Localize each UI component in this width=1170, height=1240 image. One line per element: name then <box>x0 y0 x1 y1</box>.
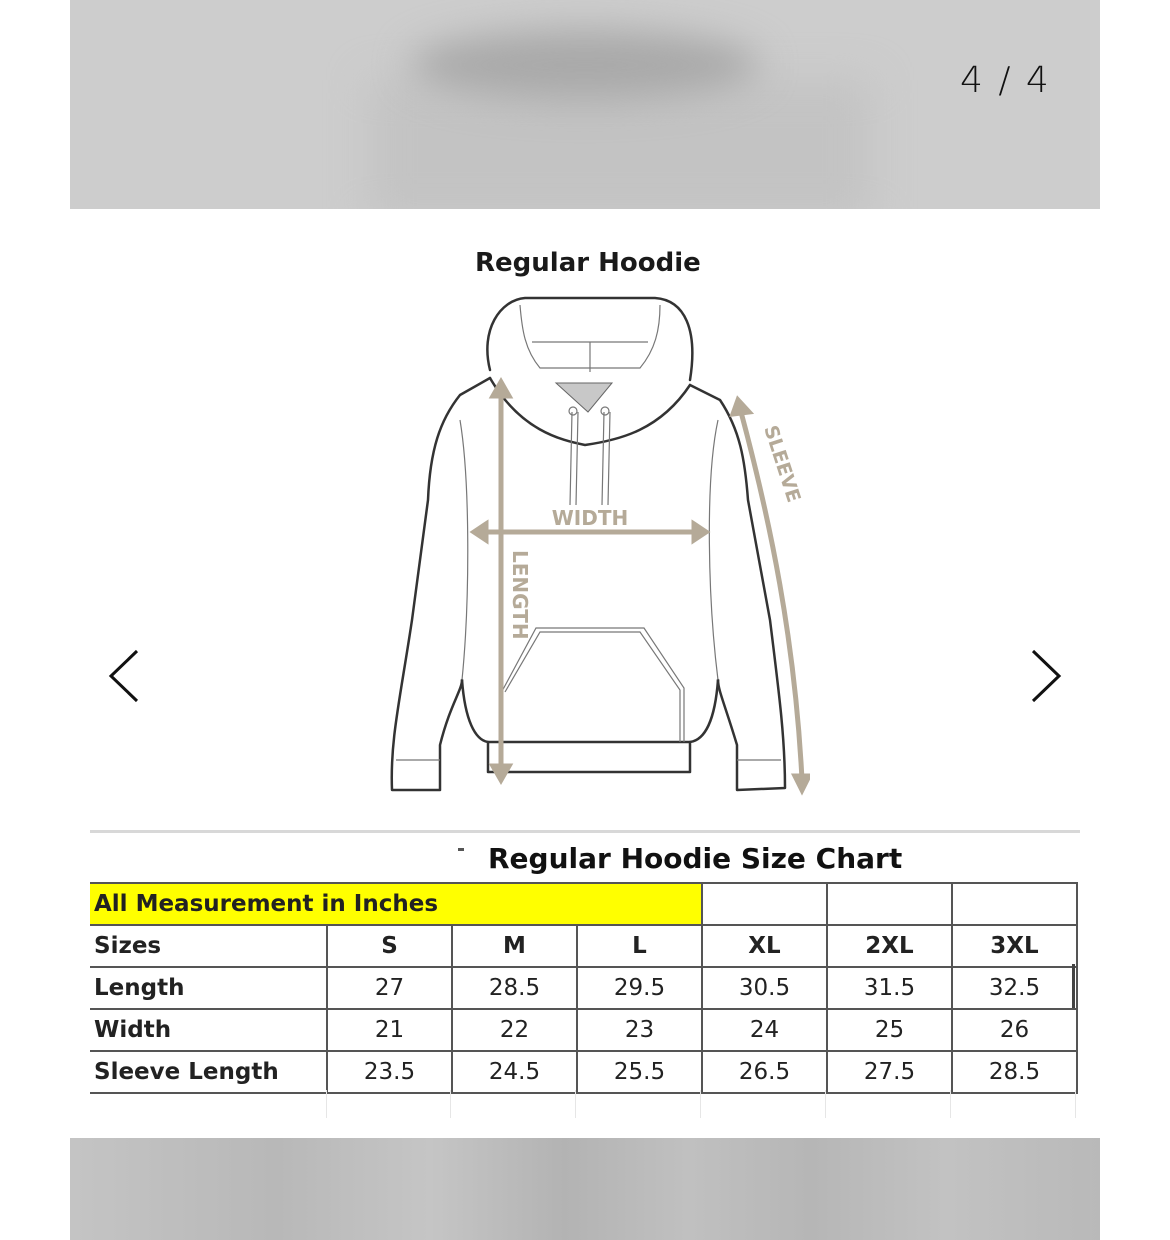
size-s: S <box>327 925 452 967</box>
header-label: Sizes <box>90 925 327 967</box>
chevron-right-icon <box>1015 645 1075 705</box>
cell: 28.5 <box>952 1051 1077 1093</box>
next-slide-preview <box>70 1138 1100 1240</box>
length-label: LENGTH <box>508 550 532 640</box>
row-label: Width <box>90 1009 327 1051</box>
units-row <box>90 883 1077 925</box>
cell: 32.5 <box>952 967 1077 1009</box>
table-row <box>90 967 1077 1009</box>
size-xl: XL <box>702 925 827 967</box>
next-slide-button[interactable] <box>1015 645 1075 705</box>
cell: 28.5 <box>452 967 577 1009</box>
decorative-dash <box>458 848 464 851</box>
size-chart-table <box>90 882 1078 1094</box>
cell: 23 <box>577 1009 702 1051</box>
cell: 24.5 <box>452 1051 577 1093</box>
size-3xl: 3XL <box>952 925 1077 967</box>
row-label: Sleeve Length <box>90 1051 327 1093</box>
cell: 22 <box>452 1009 577 1051</box>
cell: 30.5 <box>702 967 827 1009</box>
cell: 27 <box>327 967 452 1009</box>
slide-counter: 4 / 4 <box>960 60 1051 101</box>
cell: 27.5 <box>827 1051 952 1093</box>
chevron-left-icon <box>95 645 155 705</box>
blurred-content <box>410 30 760 100</box>
previous-slide-preview <box>70 0 1100 209</box>
cell: 24 <box>702 1009 827 1051</box>
width-label: WIDTH <box>551 506 629 530</box>
blurred-content <box>370 80 870 209</box>
size-chart-title: Regular Hoodie Size Chart <box>488 842 903 875</box>
cell: 31.5 <box>827 967 952 1009</box>
cell: 29.5 <box>577 967 702 1009</box>
previous-slide-button[interactable] <box>95 645 155 705</box>
cell: 26.5 <box>702 1051 827 1093</box>
size-header-row <box>90 925 1077 967</box>
size-2xl: 2XL <box>827 925 952 967</box>
cell: 23.5 <box>327 1051 452 1093</box>
table-row <box>90 1051 1077 1093</box>
hoodie-diagram <box>355 228 810 818</box>
size-m: M <box>452 925 577 967</box>
diagram-title: Regular Hoodie <box>475 248 701 278</box>
sleeve-label: SLEEVE <box>759 422 805 506</box>
left-sleeve-outline <box>392 378 490 790</box>
decorative-bracket <box>1072 964 1081 1008</box>
cell: 21 <box>327 1009 452 1051</box>
faint-grid-lines <box>90 1090 1080 1120</box>
units-note: All Measurement in Inches <box>90 883 702 925</box>
cell: 26 <box>952 1009 1077 1051</box>
chart-top-rule <box>90 830 1080 833</box>
row-label: Length <box>90 967 327 1009</box>
cell: 25.5 <box>577 1051 702 1093</box>
size-l: L <box>577 925 702 967</box>
table-row <box>90 1009 1077 1051</box>
cell: 25 <box>827 1009 952 1051</box>
